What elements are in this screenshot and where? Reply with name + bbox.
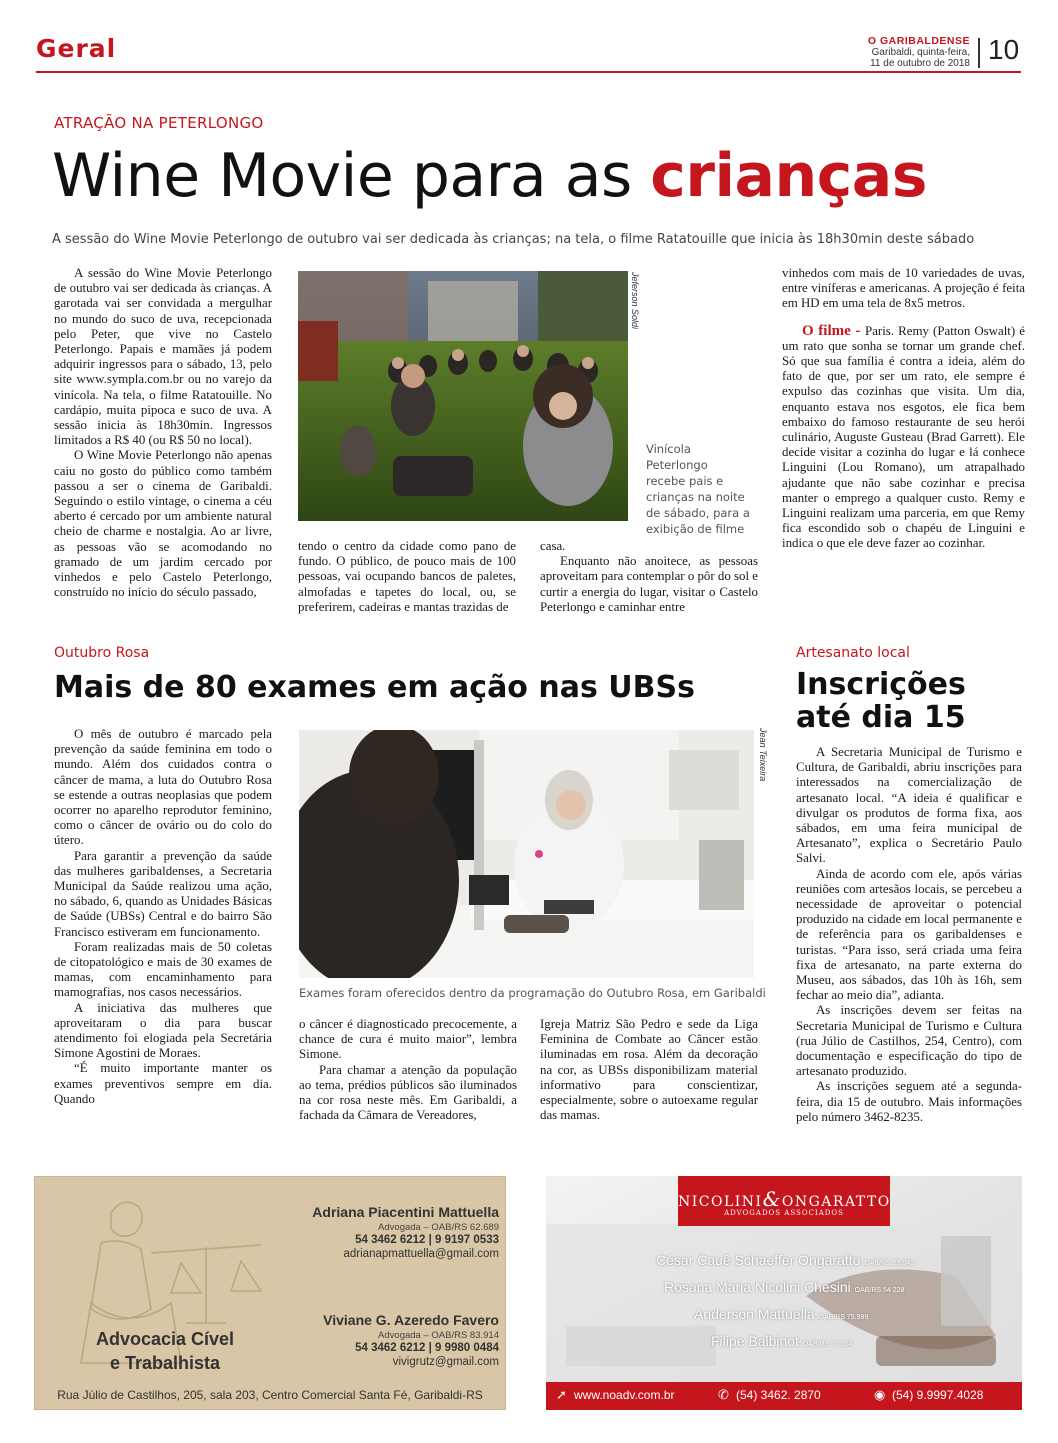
article1-col1 [54,266,272,600]
lawyer-name: Rosana Maria Nicolini Chesini [664,1279,851,1295]
paragraph [782,324,1025,552]
lawyer2-email: vivigrutz@gmail.com [392,1356,499,1368]
date-line-2: 11 de outubro de 2018 [870,58,970,69]
headline-part-b: crianças [650,141,927,211]
lawyer-oab: OAB/RS 53.943 [864,1260,915,1267]
paragraph: O mês de outubro é marcado pela prevenção da saúde feminina em todo o mundo. Além dos cuidados contra o câncer de mama, a luta do Outubro Rosa se estende a outras neoplasias que podem ocorrer no aparelho reprodutor feminino, como o câncer de ovário ou do colo do útero. [54,727,272,848]
brand-name [678,1187,890,1211]
photo-caption-2: Exames foram oferecidos dentro da programação do Outubro Rosa, em Garibaldi [299,986,766,1000]
whatsapp-icon: ◉ [874,1387,886,1402]
paper-name: O GARIBALDENSE [867,35,970,47]
paragraph: casa. [540,539,566,553]
page-number: 10 [988,34,1020,65]
lawyer2-role: Advogada – OAB/RS 83.914 [378,1330,499,1341]
paragraph: Ainda de acordo com ele, após várias reuniões com artesãos locais, se percebeu a necessidade de aproveitar o potencial produzido na cidade em local permanente e de referência para os garibaldenses e turistas. “Para isso, será criada uma feira fixa de artesanato, na parte externa do Museu, aos sábados, das 10h às 16h, sem fechar ao meio dia”, adianta. [796,866,1022,1003]
ad-nicolini-ongaratto [546,1176,1022,1410]
brand-part-a: NICOLINI [678,1194,763,1210]
article2-col2 [299,1017,517,1123]
tagline-line-2: e Trabalhista [109,1353,221,1373]
lawyer-name: César Cauê Schaeffer Ongaratto [656,1252,861,1268]
paragraph: tendo o centro da cidade como pano de fundo. O público, de pouco mais de 100 pessoas, vai ocupando bancos de paletes, almofadas e tapetes do local, ou, se preferirem, cadeiras e mantas trazidas de [298,539,516,614]
paragraph: o câncer é diagnosticado precocemente, a chance de cura é muito maior”, lembra Simone. [299,1017,517,1062]
brand-subtitle: ADVOGADOS ASSOCIADOS [724,1209,844,1217]
article1-subhead: A sessão do Wine Movie Peterlongo de outubro vai ser dedicada às crianças; na tela, o filme Ratatouille que inicia às 18h30min deste sábado [52,232,975,247]
lawyer-row [656,1252,914,1268]
lawyer-oab: OAB/RS 54.228 [854,1287,905,1294]
cursor-icon: ➚ [556,1387,567,1402]
article1-kicker: ATRAÇÃO NA PETERLONGO [54,114,264,132]
brand-part-b: ONGARATTO [781,1194,891,1210]
lawyer-name: Anderson Mattuella [694,1306,815,1322]
ad-tagline [55,1327,275,1375]
ad-address: Rua Júlio de Castilhos, 205, sala 203, Centro Comercial Santa Fé, Garibaldi-RS [57,1388,483,1402]
article3-kicker: Artesanato local [796,645,910,661]
lead-in: O filme - [802,322,866,339]
article2-col1 [54,727,272,1107]
lawyer-row [694,1306,868,1322]
article2-kicker: Outubro Rosa [54,645,150,661]
paragraph: A sessão do Wine Movie Peterlongo de outubro vai ser dedicada às crianças. A garotada vai ser convidada a mergulhar no mundo do suco de uva, recepcionada pelo Peter, que vive no Castelo Peterlongo. Papais e mamães já podem adquirir ingressos para o sábado, 13, pelo site www.sympla.com.br ou no varejo da vinícola. Na tela, o filme Ratatouille. No cardápio, muita pipoca e suco de uva. A sessão inicia às 18h30min. Ingressos limitados a R$ 40 (ou R$ 50 no local). [54,266,272,448]
phone-icon: ✆ [718,1387,729,1402]
lawyer2-phone: 54 3462 6212 | 9 9980 0484 [355,1342,499,1354]
photo-credit-2: Jean Teixeira [758,728,768,782]
lawyer1-email: adrianapmattuella@gmail.com [343,1248,499,1260]
paper-meta [868,36,970,69]
article1-col2 [298,539,516,615]
header-rule [36,71,1021,73]
paragraph: Para garantir a prevenção da saúde das mulheres garibaldenses, a Secretaria Municipal da Saúde realizou uma ação, no sábado, 6, quando as Unidades Básicas de Saúde (UBSs) Central e do bairro São Francisco estiveram em funcionamento. [54,848,272,939]
photo-wine-movie [298,271,628,521]
brand-ampersand: & [762,1187,782,1211]
photo-credit-1: Jeferson Soldi [630,272,640,330]
phone-number: (54) 3462. 2870 [736,1388,821,1402]
paragraph: As inscrições seguem até a segunda-feira, dia 15 de outubro. Mais informações pelo número 3462-8235. [796,1079,1022,1124]
paragraph: Foram realizadas mais de 50 coletas de citopatológico e mais de 30 exames de mamas, com encaminhamento para mamografias, nos casos necessários. [54,939,272,1000]
brand-box [678,1176,890,1226]
lawyer-name: Filipe Balbinot [711,1333,799,1349]
ad-advocacia [34,1176,506,1410]
photo-ubs-image [299,730,754,978]
paragraph: vinhedos com mais de 10 variedades de uvas, entre viníferas e americanas. A projeção é feita em HD em uma tela de 8x5 metros. [782,266,1025,311]
lawyer-oab: OAB/RS 75.999 [818,1314,869,1321]
paragraph: Igreja Matriz São Pedro e sede da Liga Feminina de Combate ao Câncer estão iluminadas em rosa. Além da decoração na cor, as UBSs disponibilizam material informativo para conscientizar, especialmente, sobre o autoexame regular das mamas. [540,1017,758,1123]
photo-ubs [299,730,754,978]
whatsapp-number: (54) 9.9997.4028 [892,1388,984,1402]
contact-bar [546,1382,1022,1410]
section-name: Geral [36,34,117,63]
tagline-line-1: Advocacia Cível [95,1329,235,1349]
lawyer-row [664,1279,904,1295]
paragraph: As inscrições devem ser feitas na Secretaria Municipal de Turismo e Cultura (rua Júlio de Castilhos, 254, Centro), com documentação e especificação do tipo de artesanato produzido. [796,1003,1022,1079]
lawyer-oab: OAB/RS 70.264 [802,1341,853,1348]
lead-text: Paris. Remy (Patton Oswalt) é um rato que sonha se tornar um grande chef. Só que sua família é contra a ideia, além do fato de que, por ser um rato, ele sempre é expulso das cozinhas que visita. Um dia, enquanto estava nos esgotos, ele fica bem embaixo do famoso restaurante de seu herói culinário, Auguste Gusteau (Brad Garrett). Ele decide visitar a cozinha do lugar e lá conhece Linguini (Lou Romano), um atrapalhado ajudante que não sabe cozinhar e precisa manter o emprego a qualquer custo. Remy e Linguini realizam uma parceria, em que Remy fica escondido sob o chapéu de Linguini e indica o que ele deve fazer ao cozinhar. [782,323,1025,551]
lawyer-row [711,1333,853,1349]
paragraph: Para chamar a atenção da população ao tema, prédios públicos são iluminados na cor rosa neste mês. Em Garibaldi, a fachada da Câmara de Vereadores, [299,1062,517,1123]
lawyer1-name: Adriana Piacentini Mattuella [312,1204,499,1220]
article1-headline [52,136,927,216]
article1-col4 [782,266,1025,552]
paragraph: Enquanto não anoitece, as pessoas aproveitam para contemplar o pôr do sol e curtir a energia do lugar, visitar o Castelo Peterlongo e caminhar entre [540,554,758,614]
headline-part-a: Wine Movie para as [52,141,651,211]
lawyer1-role: Advogada – OAB/RS 62.689 [378,1222,499,1233]
lawyer2-name: Viviane G. Azeredo Favero [323,1312,499,1328]
photo-wine-movie-image [298,271,628,521]
article1-col3 [540,539,758,615]
website-link[interactable]: www.noadv.com.br [574,1388,675,1402]
article3-body [796,745,1022,1125]
page-separator [978,38,980,68]
article2-headline: Mais de 80 exames em ação nas UBSs [54,670,695,705]
article3-headline: Inscrições até dia 15 [796,667,966,735]
paragraph: A iniciativa das mulheres que aproveitaram o dia para buscar atendimento foi elogiada pela Secretária Simone Agostini de Moraes. [54,1000,272,1061]
paragraph: “É muito importante manter os exames preventivos sempre em dia. Quando [54,1061,272,1106]
date-line-1: Garibaldi, quinta-feira, [871,47,970,58]
paragraph: O Wine Movie Peterlongo não apenas caiu no gosto do público como também passou a ser o cinema de Garibaldi. Seguindo o estilo vintage, o cinema a céu aberto é cercado por um ambiente natural cheio de charme e nostalgia. Ao ar livre, as pessoas vão se acomodando no gramado de um jardim cercado por vinhedos e pelo Castelo Peterlongo, construído no início do século passado, [54,448,272,600]
lawyer1-phone: 54 3462 6212 | 9 9197 0533 [355,1234,499,1246]
paragraph: A Secretaria Municipal de Turismo e Cultura, de Garibaldi, abriu inscrições para interessados na comercialização de artesanato local. “A ideia é qualificar e divulgar os produtos de forma fixa, aos sábados, em uma feira municipal de Artesanato”, explica o Secretário Paulo Salvi. [796,745,1022,866]
article2-col3 [540,1017,758,1123]
photo-caption-1: Vinícola Peterlongo recebe pais e crianças na noite de sábado, para a exibição de filme [646,442,750,536]
